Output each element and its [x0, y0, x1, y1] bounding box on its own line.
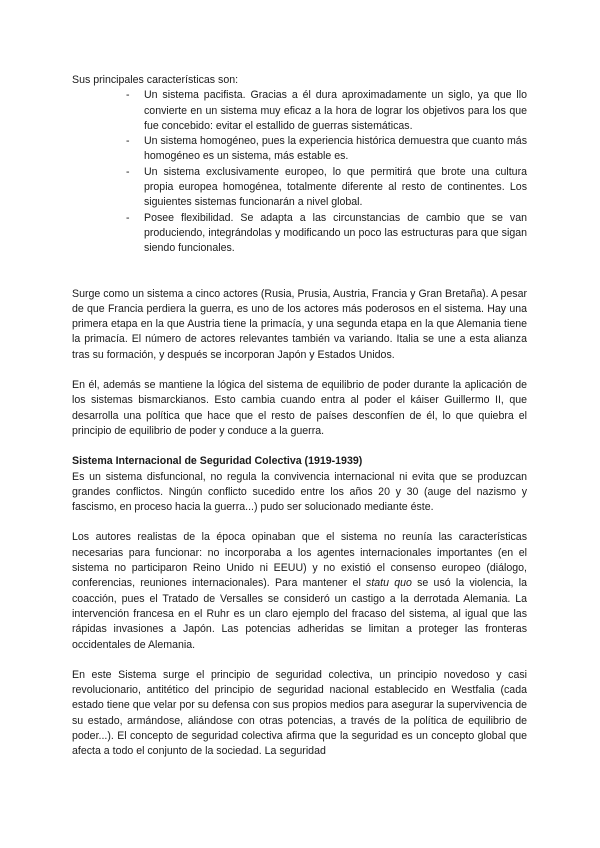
list-item	[72, 165, 527, 211]
bullet-marker: -	[126, 135, 130, 148]
paragraph-text: se usó la violencia, la coacción, pues el Tratado de Versalles se consideró un castigo a la derrotada Alemania. La intervención francesa en el Ruhr es un claro ejemplo del fracaso del sistema, al igual que las rápidas invasiones a Japón. Las potencias adheridas se limitan a proteger las fronteras occidentales de Alemania.	[72, 577, 527, 651]
spacer	[72, 653, 527, 668]
spacer	[72, 439, 527, 454]
list-item-text: Un sistema homogéneo, pues la experiencia histórica demuestra que cuanto más homogéneo es un sistema, más estable es.	[144, 135, 527, 163]
characteristics-list	[72, 88, 527, 256]
paragraph-actors: Surge como un sistema a cinco actores (Rusia, Prusia, Austria, Francia y Gran Bretaña). A pesar de que Francia perdiera la guerra, es uno de los actores más poderosos en el sistema. Hay una primera etapa en la que Austria tiene la primacía, y una segunda etapa en la que Alemania tiene la primacía. El número de actores relevantes también va variando. Italia se une a esta alianza tras su formación, y después se incorporan Japón y Estados Unidos.	[72, 287, 527, 361]
list-item	[72, 211, 527, 257]
paragraph-collective-security: En este Sistema surge el principio de seguridad colectiva, un principio novedoso y casi revolucionario, antitético del principio de seguridad nacional establecido en Westfalia (cada estado tiene que velar por su defensa con sus propios medios para asegurar la supervivencia de su estado, armándose, aliándose con otras potencias, a través de la política de equilibrio de poder...). El concepto de seguridad colectiva afirma que la seguridad es un concepto global que afecta a todo el conjunto de la sociedad. La seguridad	[72, 668, 527, 758]
page-content	[72, 73, 527, 760]
paragraph-realist-authors	[72, 530, 527, 652]
list-item-text: Un sistema pacifista. Gracias a él dura aproximadamente un siglo, ya que llo convierte en un sistema muy eficaz a la hora de lograr los objetivos para los que fue concebido: evitar el estallido de guerras sistemáticas.	[144, 89, 527, 132]
bullet-marker: -	[126, 211, 130, 224]
spacer	[72, 515, 527, 530]
paragraph-dysfunctional-system: Es un sistema disfuncional, no regula la convivencia internacional ni evita que se produzcan grandes conflictos. Ningún conflicto sucedido entre los años 20 y 30 (auge del nazismo y fascismo, en proceso hacia la guerra...) pudo ser solucionado mediante éste.	[72, 470, 527, 514]
paragraph-text: Los autores realistas de la época opinaban que el sistema no reunía las características necesarias para funcionar: no incorporaba a los agentes internacionales importantes (en el sistema no participaron Reino Unido ni EEUU) y no existió el consenso europeo (diálogo, conferencias, reuniones internacionales). Para mantener el	[72, 531, 527, 590]
italic-term: statu quo	[366, 577, 412, 590]
spacer	[72, 257, 527, 272]
bullet-marker: -	[126, 89, 130, 102]
spacer	[72, 272, 527, 287]
list-item-text: Un sistema exclusivamente europeo, lo que permitirá que brote una cultura propia europea homogénea, totalmente diferente al resto de continentes. Los siguientes sistemas funcionarán a nivel global.	[144, 165, 527, 209]
list-item-text: Posee flexibilidad. Se adapta a las circunstancias de cambio que se van produciendo, integrándolas y modificando un poco las estructuras para que sigan siendo funcionales.	[144, 211, 527, 255]
list-item	[72, 88, 527, 134]
bullet-marker: -	[126, 165, 130, 178]
list-item	[72, 134, 527, 165]
intro-text: Sus principales características son:	[72, 74, 239, 86]
section-heading: Sistema Internacional de Seguridad Colectiva (1919-1939)	[72, 455, 363, 468]
spacer	[72, 363, 527, 378]
paragraph-balance-of-power: En él, además se mantiene la lógica del sistema de equilibrio de poder durante la aplicación de los sistemas bismarckianos. Esto cambia cuando entra al poder el káiser Guillermo II, que desarrolla una política que hace que el resto de países desconfíen de él, lo que quiebra el principio de equilibrio de poder y conduce a la guerra.	[72, 379, 527, 437]
